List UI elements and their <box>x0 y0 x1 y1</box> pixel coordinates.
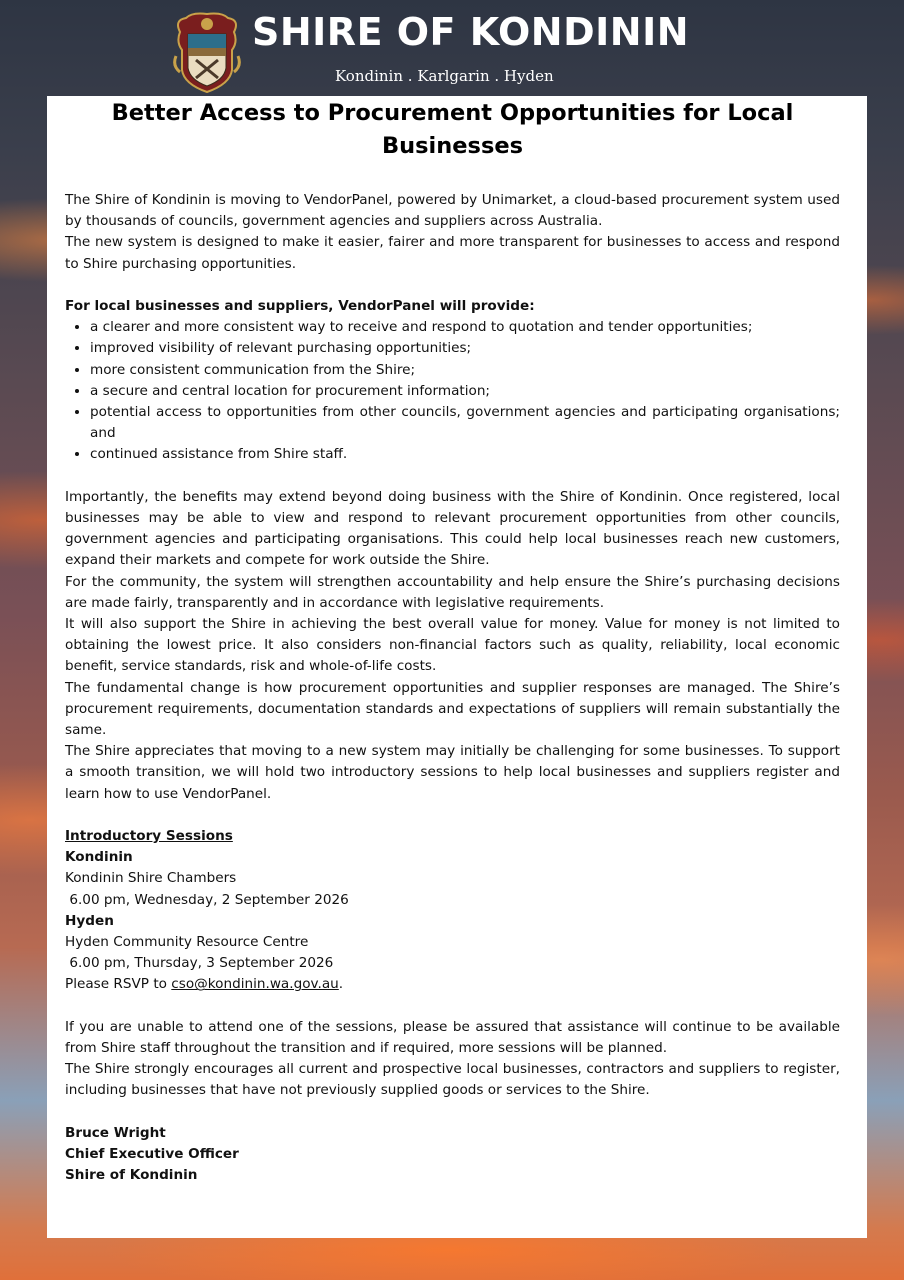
detail-paragraph: Importantly, the benefits may extend beyond doing business with the Shire of Kondinin. Once registered, local businesses may be able to view and respond to relevant procurement opportunities from other councils, government agencies and participating organisations. This could help local businesses reach new customers, expand their markets and compete for work outside the Shire. <box>65 488 840 569</box>
detail-paragraph: It will also support the Shire in achieving the best overall value for money. Value for money is not limited to obtaining the lowest price. It also considers non-financial factors such as quality, reliability, local economic benefit, service standards, risk and whole-of-life costs. <box>65 616 840 675</box>
list-item: • potential access to opportunities from other councils, government agencies and participating organisations; and <box>90 402 840 444</box>
session-town: Hyden <box>65 912 114 929</box>
shire-towns: Kondinin . Karlgarin . Hyden <box>335 67 554 85</box>
list-item: • a secure and central location for procurement information; <box>90 381 840 402</box>
list-item: • improved visibility of relevant purchasing opportunities; <box>90 338 840 359</box>
detail-paragraph: The fundamental change is how procurement opportunities and supplier responses are managed. The Shire’s procurement requirements, documentation standards and expectations of suppliers will remain substantially the same. <box>65 679 840 739</box>
session-town: Kondinin <box>65 849 133 866</box>
rsvp-line <box>65 974 840 995</box>
shire-title: SHIRE OF KONDININ <box>252 10 690 54</box>
list-item: • more consistent communication from the Shire; <box>90 360 840 381</box>
intro-paragraph-1: The Shire of Kondinin is moving to VendorPanel, powered by Unimarket, a cloud-based procurement system used by thousands of councils, government agencies and suppliers across Australia. <box>65 192 840 230</box>
benefits-heading: For local businesses and suppliers, VendorPanel will provide: <box>65 298 535 314</box>
session-time: 6.00 pm, Thursday, 3 September 2026 <box>65 955 334 972</box>
session-venue: Hyden Community Resource Centre <box>65 934 309 951</box>
closing-paragraph: The Shire strongly encourages all current and prospective local businesses, contractors and suppliers to register, including businesses that have not previously supplied goods or services to the Shire. <box>65 1061 840 1099</box>
detail-paragraph: For the community, the system will strengthen accountability and help ensure the Shire’s purchasing decisions are made fairly, transparently and in accordance with legislative requirements. <box>65 573 840 611</box>
list-item: • continued assistance from Shire staff. <box>90 444 840 465</box>
session-time: 6.00 pm, Wednesday, 2 September 2026 <box>65 891 349 908</box>
shire-crest-icon <box>172 12 242 94</box>
signature-org: Shire of Kondinin <box>65 1167 198 1184</box>
rsvp-email-link[interactable]: cso@kondinin.wa.gov.au <box>171 976 339 993</box>
list-item: • a clearer and more consistent way to receive and respond to quotation and tender opportunities; <box>90 317 840 338</box>
sessions-heading: Introductory Sessions <box>65 828 233 845</box>
rsvp-suffix: . <box>338 976 344 993</box>
benefits-list <box>65 317 840 465</box>
signature-block <box>65 1123 840 1187</box>
document-title: Better Access to Procurement Opportunities for Local Businesses <box>111 100 794 159</box>
detail-paragraph: The Shire appreciates that moving to a new system may initially be challenging for some businesses. To support a smooth transition, we will hold two introductory sessions to help local businesses and suppliers register and learn how to use VendorPanel. <box>65 743 840 802</box>
document-body <box>65 190 840 1186</box>
signature-name: Bruce Wright <box>65 1124 166 1141</box>
closing-paragraph: If you are unable to attend one of the sessions, please be assured that assistance will continue to be available from Shire staff throughout the transition and if required, more sessions will be planned. <box>65 1018 840 1057</box>
sessions-section <box>65 826 840 996</box>
rsvp-prefix: Please RSVP to <box>65 976 172 993</box>
notice-card <box>47 96 867 1238</box>
intro-paragraph-2: The new system is designed to make it easier, fairer and more transparent for businesses to access and respond to Shire purchasing opportunities. <box>65 234 840 272</box>
session-venue: Kondinin Shire Chambers <box>65 870 237 887</box>
signature-role: Chief Executive Officer <box>65 1146 239 1163</box>
header <box>0 0 904 95</box>
